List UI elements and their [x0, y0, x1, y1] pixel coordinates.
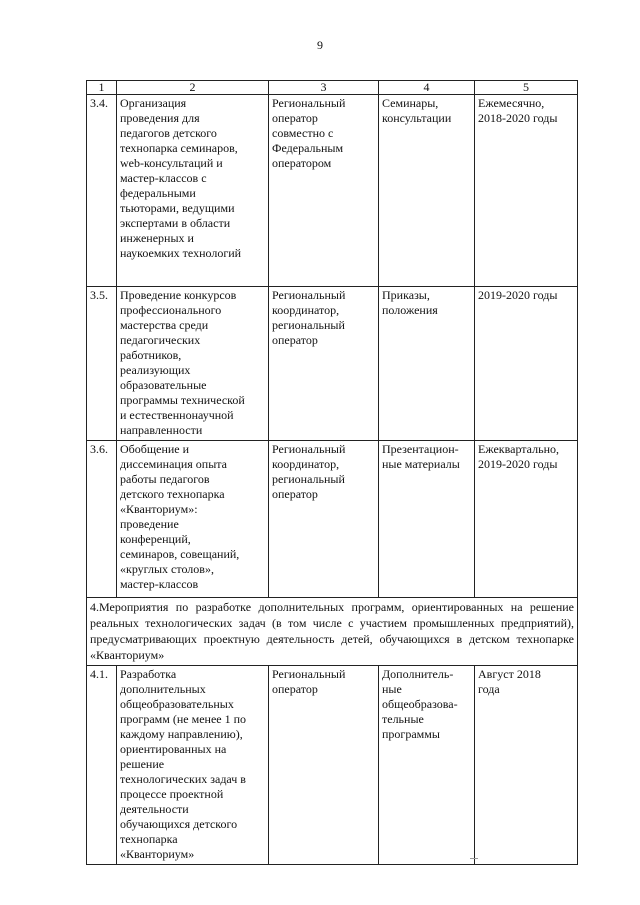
activity-line: проведение [120, 517, 179, 531]
responsible-line: Региональный [272, 442, 346, 456]
responsible-line: оператор [272, 111, 318, 125]
activity-line: педагогов детского [120, 126, 217, 140]
result-line: Дополнитель- [382, 667, 454, 681]
activity-line: деятельности [120, 802, 189, 816]
responsible-cell [269, 287, 379, 441]
activity-line: технопарка [120, 832, 178, 846]
responsible-line: Федеральным [272, 141, 344, 155]
activity-line: тьюторами, ведущими [120, 201, 235, 215]
activity-cell [117, 95, 269, 287]
column-header: 5 [475, 81, 578, 95]
item-number: 3.6. [87, 441, 117, 598]
activity-line: и естественнонаучной [120, 408, 234, 422]
activity-line: «Кванториум» [120, 847, 195, 861]
plan-table [86, 80, 578, 865]
item-number: 3.5. [87, 287, 117, 441]
period-line: Ежеквартально, [478, 442, 559, 456]
activity-line: программ (не менее 1 по [120, 712, 247, 726]
responsible-line: оператор [272, 333, 318, 347]
period-line: 2018-2020 годы [478, 111, 558, 125]
responsible-line: координатор, [272, 457, 340, 471]
table-row [87, 441, 578, 598]
activity-cell [117, 666, 269, 865]
activity-line: экспертами в области [120, 216, 231, 230]
responsible-line: региональный [272, 472, 345, 486]
table-row [87, 287, 578, 441]
responsible-line: Региональный [272, 667, 346, 681]
responsible-line: оператором [272, 156, 332, 170]
section-row [87, 598, 578, 666]
period-line: Ежемесячно, [478, 96, 545, 110]
result-cell [379, 441, 475, 598]
result-line: ные [382, 682, 402, 696]
responsible-line: оператор [272, 682, 318, 696]
activity-line: Разработка [120, 667, 177, 681]
activity-line: «круглых столов», [120, 562, 214, 576]
column-header: 3 [269, 81, 379, 95]
activity-line: ориентированных на [120, 742, 227, 756]
section-heading: 4.Мероприятия по разработке дополнительных программ, ориентированных на решение реальных технологических задач (в том числе с участием промышленных предприятий), предусматривающих проектную деятельность детей, обучающихся в детском технопарке «Кванториум» [87, 598, 578, 666]
responsible-line: координатор, [272, 303, 340, 317]
result-cell [379, 666, 475, 865]
result-line: программы [382, 727, 440, 741]
result-line: Приказы, [382, 288, 430, 302]
column-header: 4 [379, 81, 475, 95]
activity-line: мастер-классов [120, 577, 199, 591]
activity-line: программы технической [120, 393, 245, 407]
period-cell [475, 666, 578, 865]
item-number: 4.1. [87, 666, 117, 865]
activity-line: педагогических [120, 333, 201, 347]
column-number-header [87, 81, 578, 95]
result-line: консультации [382, 111, 452, 125]
column-header: 2 [117, 81, 269, 95]
activity-line: образовательные [120, 378, 207, 392]
period-line: Август 2018 [478, 667, 541, 681]
result-line: положения [382, 303, 438, 317]
result-line: Семинары, [382, 96, 439, 110]
responsible-cell [269, 441, 379, 598]
scan-mark [470, 858, 478, 859]
activity-line: Обобщение и [120, 442, 190, 456]
result-cell [379, 95, 475, 287]
activity-line: федеральными [120, 186, 196, 200]
activity-line: работников, [120, 348, 182, 362]
activity-line: профессионального [120, 303, 222, 317]
activity-line: технопарка семинаров, [120, 141, 238, 155]
column-header: 1 [87, 81, 117, 95]
activity-line: общеобразовательных [120, 697, 234, 711]
result-line: тельные [382, 712, 424, 726]
result-line: общеобразова- [382, 697, 458, 711]
activity-line: семинаров, совещаний, [120, 547, 240, 561]
result-line: Презентацион- [382, 442, 459, 456]
activity-cell [117, 441, 269, 598]
activity-line: «Кванториум»: [120, 502, 198, 516]
responsible-line: оператор [272, 487, 318, 501]
period-cell [475, 441, 578, 598]
activity-line: детского технопарка [120, 487, 225, 501]
activity-line: Организация [120, 96, 187, 110]
activity-line: проведения для [120, 111, 200, 125]
table-row [87, 666, 578, 865]
period-cell [475, 95, 578, 287]
activity-line: направленности [120, 423, 203, 437]
activity-line: решение [120, 757, 165, 771]
activity-line: наукоемких технологий [120, 246, 242, 260]
page-number: 9 [317, 38, 323, 52]
activity-line: технологических задач в [120, 772, 246, 786]
period-cell [475, 287, 578, 441]
activity-line: процессе проектной [120, 787, 224, 801]
activity-line: мастер-классов с [120, 171, 207, 185]
result-line: ные материалы [382, 457, 460, 471]
responsible-line: Региональный [272, 288, 346, 302]
activity-line: каждому направлению), [120, 727, 243, 741]
period-line: 2019-2020 годы [478, 288, 558, 302]
activity-line: мастерства среди [120, 318, 209, 332]
activity-line: диссеминация опыта [120, 457, 227, 471]
responsible-line: региональный [272, 318, 345, 332]
activity-line: конференций, [120, 532, 191, 546]
activity-line: Проведение конкурсов [120, 288, 237, 302]
period-line: 2019-2020 годы [478, 457, 558, 471]
activity-line: реализующих [120, 363, 191, 377]
activity-cell [117, 287, 269, 441]
period-line: года [478, 682, 500, 696]
responsible-cell [269, 95, 379, 287]
responsible-cell [269, 666, 379, 865]
table-row [87, 95, 578, 287]
activity-line: работы педагогов [120, 472, 210, 486]
result-cell [379, 287, 475, 441]
activity-line: обучающихся детского [120, 817, 238, 831]
responsible-line: Региональный [272, 96, 346, 110]
activity-line: дополнительных [120, 682, 206, 696]
responsible-line: совместно с [272, 126, 334, 140]
item-number: 3.4. [87, 95, 117, 287]
activity-line: инженерных и [120, 231, 194, 245]
activity-line: web-консультаций и [120, 156, 223, 170]
